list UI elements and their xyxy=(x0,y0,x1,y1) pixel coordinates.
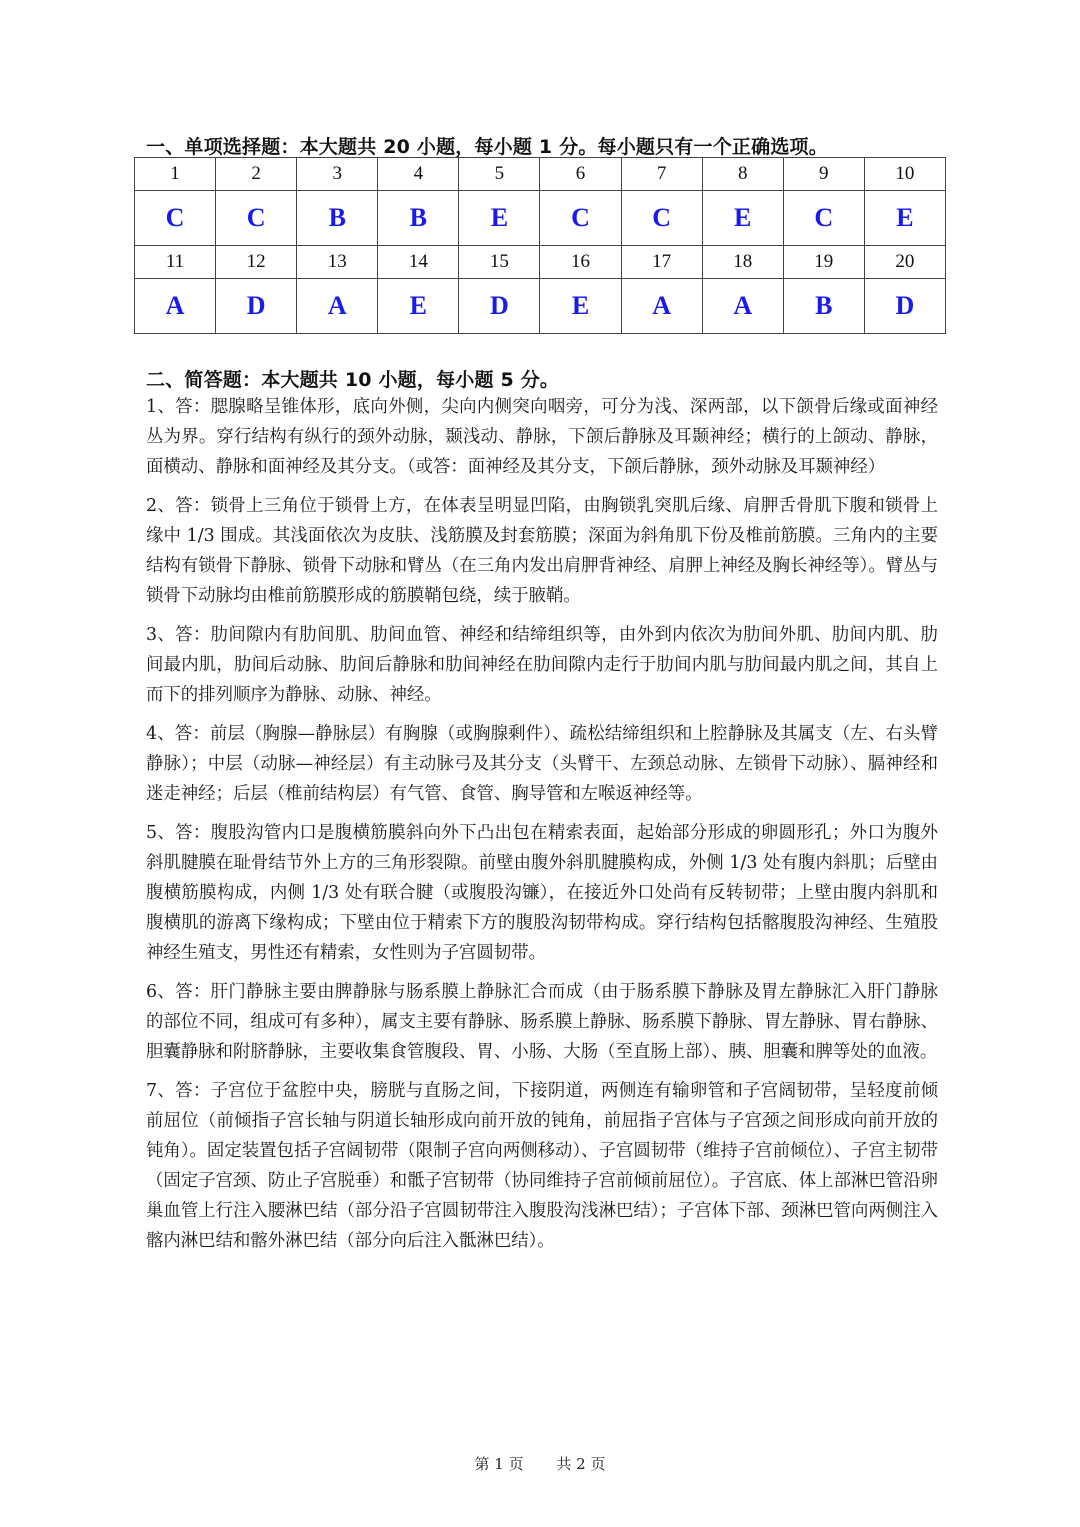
answer-letter: B xyxy=(297,191,378,246)
question-number: 9 xyxy=(783,158,864,191)
short-answer-3: 3、答：肋间隙内有肋间肌、肋间血管、神经和结缔组织等，由外到内依次为肋间外肌、肋间内肌、肋间最内肌，肋间后动脉、肋间后静脉和肋间神经在肋间隙内走行于肋间内肌与肋间最内肌之间，其自上而下的排列顺序为静脉、动脉、神经。 xyxy=(146,625,938,705)
section2-heading: 二、简答题：本大题共 10 小题，每小题 5 分。 xyxy=(146,369,560,391)
short-answer-6: 6、答：肝门静脉主要由脾静脉与肠系膜上静脉汇合而成（由于肠系膜下静脉及胃左静脉汇入肝门静脉的部位不同，组成可有多种），属支主要有静脉、肠系膜上静脉、肠系膜下静脉、胃左静脉、胃右静脉、胆囊静脉和附脐静脉，主要收集食管腹段、胃、小肠、大肠（至直肠上部）、胰、胆囊和脾等处的血液。 xyxy=(146,982,938,1062)
short-answer-5: 5、答：腹股沟管内口是腹横筋膜斜向外下凸出包在精索表面，起始部分形成的卵圆形孔；外口为腹外斜肌腱膜在耻骨结节外上方的三角形裂隙。前壁由腹外斜肌腱膜构成，外侧 1/3 处有腹内斜肌；后壁由腹横筋膜构成，内侧 1/3 处有联合腱（或腹股沟镰），在接近外口处尚有反转韧带；上壁由腹内斜肌和腹横肌的游离下缘构成；下壁由位于精索下方的腹股沟韧带构成。穿行结构包括髂腹股沟神经、生殖股神经生殖支，男性还有精索，女性则为子宫圆韧带。 xyxy=(146,823,938,963)
answer-letter: D xyxy=(459,279,540,334)
answer-letter: C xyxy=(783,191,864,246)
answer-letter: E xyxy=(459,191,540,246)
answer-letter: E xyxy=(702,191,783,246)
answer-letter: C xyxy=(540,191,621,246)
question-number: 5 xyxy=(459,158,540,191)
short-answer-list xyxy=(146,392,938,1265)
short-answer-4: 4、答：前层（胸腺—静脉层）有胸腺（或胸腺剩件）、疏松结缔组织和上腔静脉及其属支（左、右头臂静脉）；中层（动脉—神经层）有主动脉弓及其分支（头臂干、左颈总动脉、左锁骨下动脉）、膈神经和迷走神经；后层（椎前结构层）有气管、食管、胸导管和左喉返神经等。 xyxy=(146,724,938,804)
answer-letter: E xyxy=(378,279,459,334)
question-number-row xyxy=(135,246,946,279)
answer-letter: A xyxy=(702,279,783,334)
question-number: 2 xyxy=(216,158,297,191)
question-number: 18 xyxy=(702,246,783,279)
answer-letter: B xyxy=(783,279,864,334)
answer-letter: D xyxy=(864,279,945,334)
question-number: 20 xyxy=(864,246,945,279)
question-number-row xyxy=(135,158,946,191)
answer-letter: E xyxy=(864,191,945,246)
question-number: 19 xyxy=(783,246,864,279)
answer-letter: C xyxy=(216,191,297,246)
short-answer-1: 1、答：腮腺略呈锥体形，底向外侧，尖向内侧突向咽旁，可分为浅、深两部，以下颌骨后缘或面神经丛为界。穿行结构有纵行的颈外动脉，颞浅动、静脉，下颌后静脉及耳颞神经；横行的上颌动、静脉，面横动、静脉和面神经及其分支。（或答：面神经及其分支，下颌后静脉，颈外动脉及耳颞神经） xyxy=(146,397,938,477)
question-number: 16 xyxy=(540,246,621,279)
short-answer-7: 7、答：子宫位于盆腔中央，膀胱与直肠之间，下接阴道，两侧连有输卵管和子宫阔韧带，呈轻度前倾前屈位（前倾指子宫长轴与阴道长轴形成向前开放的钝角，前屈指子宫体与子宫颈之间形成向前开放的钝角）。固定装置包括子宫阔韧带（限制子宫向两侧移动）、子宫圆韧带（维持子宫前倾位）、子宫主韧带（固定子宫颈、防止子宫脱垂）和骶子宫韧带（协同维持子宫前倾前屈位）。子宫底、体上部淋巴管沿卵巢血管上行注入腰淋巴结（部分沿子宫圆韧带注入腹股沟浅淋巴结）；子宫体下部、颈淋巴管向两侧注入髂内淋巴结和髂外淋巴结（部分向后注入骶淋巴结）。 xyxy=(146,1081,938,1251)
question-number: 14 xyxy=(378,246,459,279)
answer-letter-row xyxy=(135,191,946,246)
question-number: 6 xyxy=(540,158,621,191)
answer-letter: A xyxy=(297,279,378,334)
question-number: 7 xyxy=(621,158,702,191)
answer-letter: D xyxy=(216,279,297,334)
answer-letter: E xyxy=(540,279,621,334)
question-number: 10 xyxy=(864,158,945,191)
answer-key-table xyxy=(134,157,946,334)
question-number: 17 xyxy=(621,246,702,279)
question-number: 4 xyxy=(378,158,459,191)
answer-letter: C xyxy=(621,191,702,246)
answer-letter: B xyxy=(378,191,459,246)
page-number: 第 1 页 xyxy=(474,1455,524,1473)
answer-letter-row xyxy=(135,279,946,334)
question-number: 12 xyxy=(216,246,297,279)
page-total: 共 2 页 xyxy=(556,1455,606,1473)
short-answer-2: 2、答：锁骨上三角位于锁骨上方，在体表呈明显凹陷，由胸锁乳突肌后缘、肩胛舌骨肌下腹和锁骨上缘中 1/3 围成。其浅面依次为皮肤、浅筋膜及封套筋膜；深面为斜角肌下份及椎前筋膜。三角内的主要结构有锁骨下静脉、锁骨下动脉和臂丛（在三角内发出肩胛背神经、肩胛上神经及胸长神经等）。臂丛与锁骨下动脉均由椎前筋膜形成的筋膜鞘包绕，续于腋鞘。 xyxy=(146,496,938,606)
section1-heading: 一、单项选择题：本大题共 20 小题，每小题 1 分。每小题只有一个正确选项。 xyxy=(146,136,828,158)
answer-letter: A xyxy=(621,279,702,334)
page-footer xyxy=(0,1453,1080,1474)
question-number: 15 xyxy=(459,246,540,279)
answer-letter: C xyxy=(135,191,216,246)
question-number: 8 xyxy=(702,158,783,191)
question-number: 13 xyxy=(297,246,378,279)
question-number: 3 xyxy=(297,158,378,191)
question-number: 11 xyxy=(135,246,216,279)
answer-letter: A xyxy=(135,279,216,334)
question-number: 1 xyxy=(135,158,216,191)
